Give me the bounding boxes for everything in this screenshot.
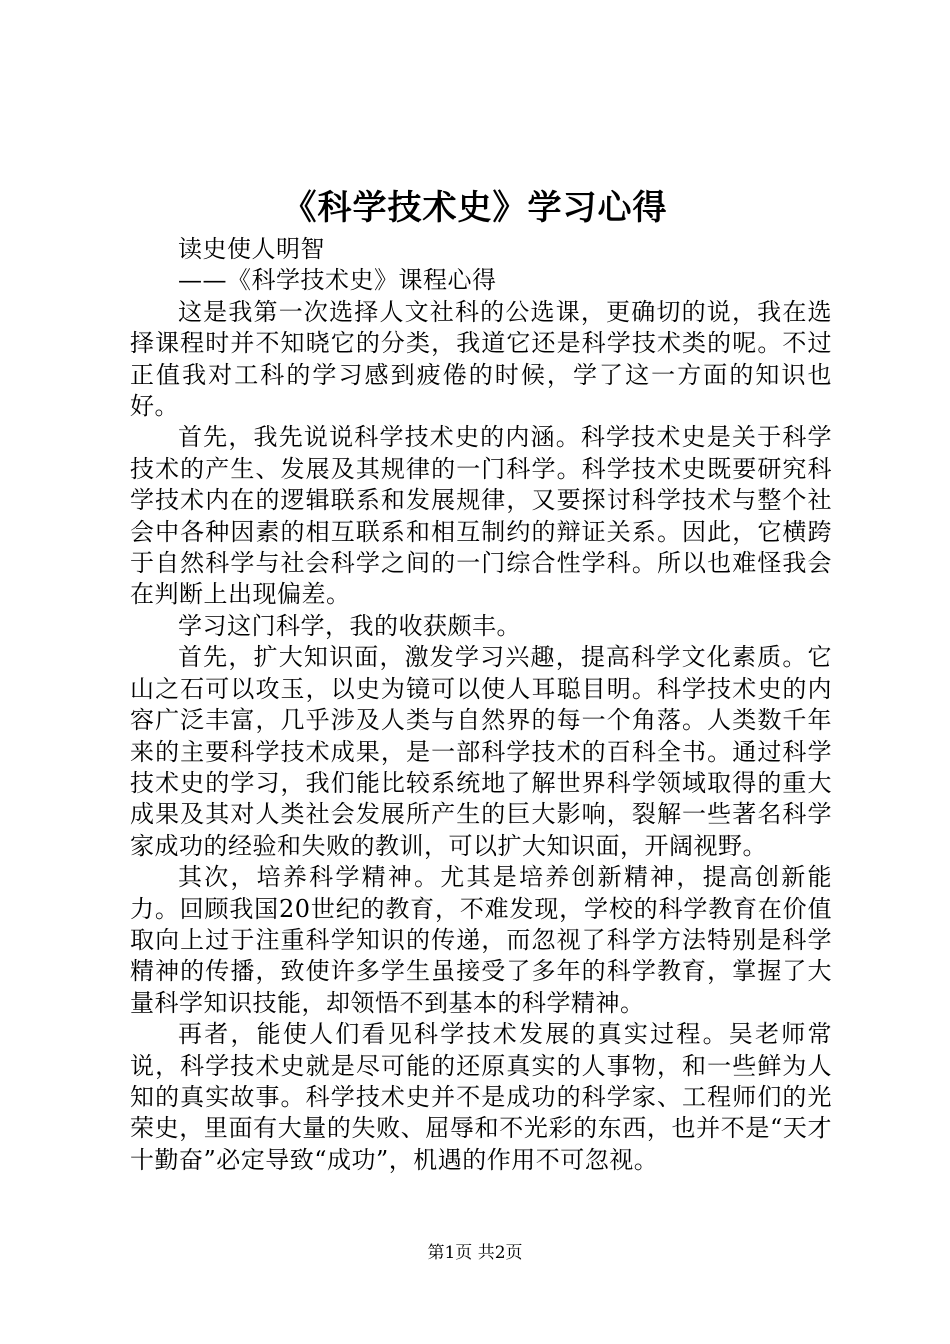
subtitle-line: 读史使人明智 <box>178 235 325 263</box>
paragraph: 其次，培养科学精神。尤其是培养创新精神，提高创新能力。回顾我国20世纪的教育，不难发现，学校的科学教育在价值取向上过于注重科学知识的传递，而忽视了科学方法特别是科学精神的传播，致使许多学生虽接受了多年的科学教育，掌握了大量科学知识技能，却领悟不到基本的科学精神。 <box>130 863 832 1017</box>
paragraph: 再者，能使人们看见科学技术发展的真实过程。吴老师常说，科学技术史就是尽可能的还原真实的人事物，和一些鲜为人知的真实故事。科学技术史并不是成功的科学家、工程师们的光荣史，里面有大量的失败、屈辱和不光彩的东西，也并不是“天才十勤奋”必定导致“成功”，机遇的作用不可忽视。 <box>130 1020 832 1174</box>
document-body <box>130 234 832 1176</box>
paragraph: 学习这门科学，我的收获颇丰。 <box>178 611 521 640</box>
page-number-footer: 第1页 共2页 <box>427 1243 523 1263</box>
paragraph: 这是我第一次选择人文社科的公选课，更确切的说，我在选择课程时并不知晓它的分类，我道它还是科学技术类的呢。不过正值我对工科的学习感到疲倦的时候，学了这一方面的知识也好。 <box>130 297 832 421</box>
paragraph: 首先，扩大知识面，激发学习兴趣，提高科学文化素质。它山之石可以攻玉，以史为镜可以使人耳聪目明。科学技术史的内容广泛丰富，几乎涉及人类与自然界的每一个角落。人类数千年来的主要科学技术成果，是一部科学技术的百科全书。通过科学技术史的学习，我们能比较系统地了解世界科学领域取得的重大成果及其对人类社会发展所产生的巨大影响，裂解一些著名科学家成功的经验和失败的教训，可以扩大知识面，开阔视野。 <box>130 643 832 860</box>
course-subtitle: ——《科学技术史》课程心得 <box>178 266 497 295</box>
document-title: 《科学技术史》学习心得 <box>282 188 668 228</box>
paragraph: 首先，我先说说科学技术史的内涵。科学技术史是关于科学技术的产生、发展及其规律的一门科学。科学技术史既要研究科学技术内在的逻辑联系和发展规律，又要探讨科学技术与整个社会中各种因素的相互联系和相互制约的辩证关系。因此，它横跨于自然科学与社会科学之间的一门综合性学科。所以也难怪我会在判断上出现偏差。 <box>130 423 832 609</box>
